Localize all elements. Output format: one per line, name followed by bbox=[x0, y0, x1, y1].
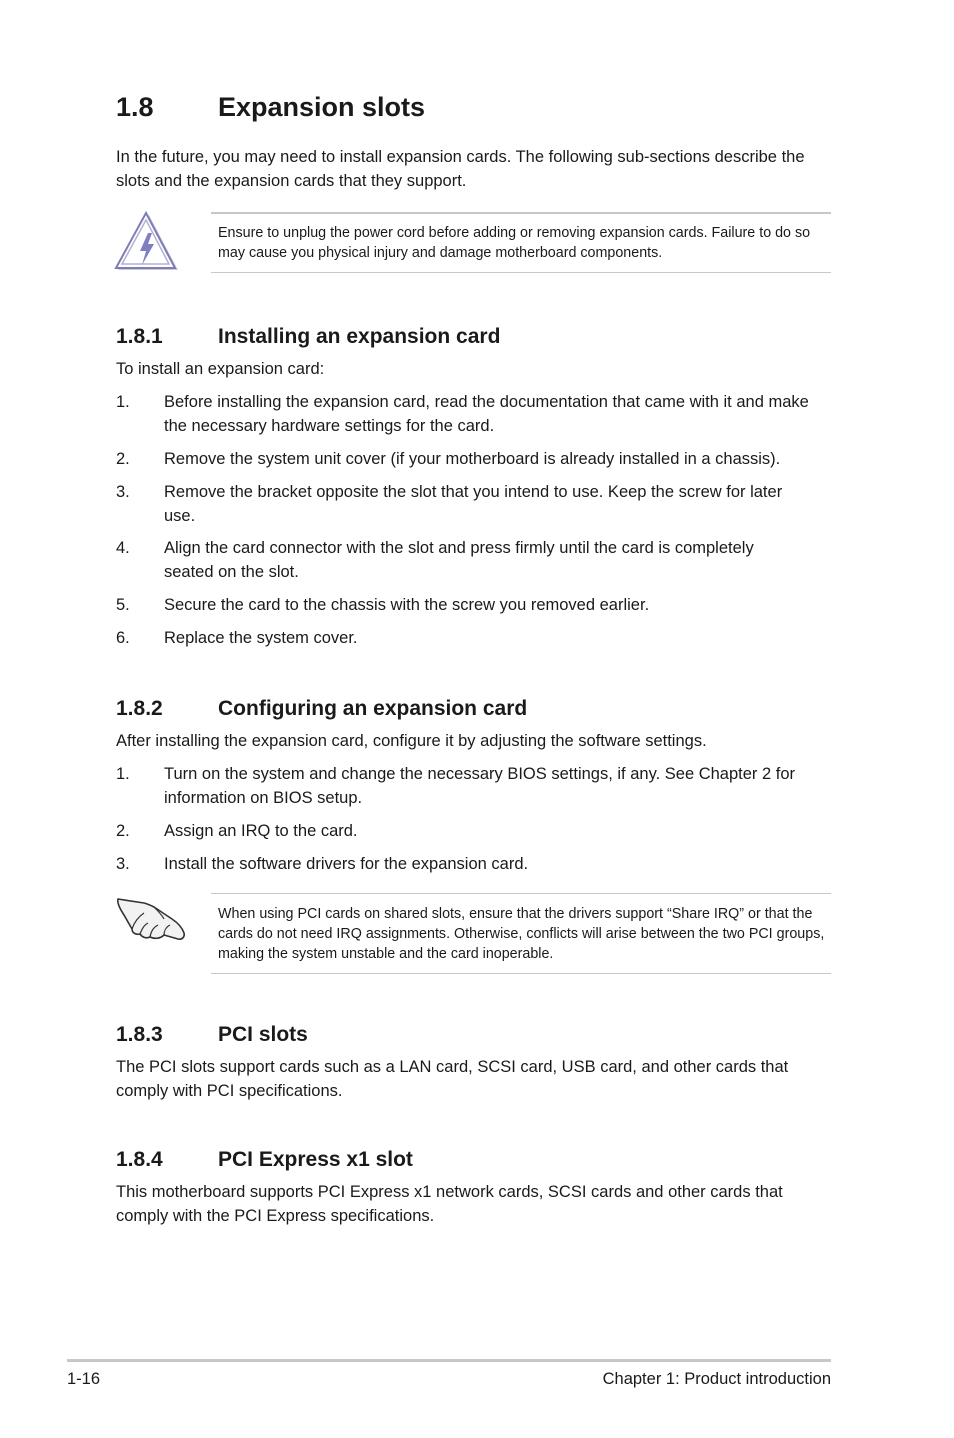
note-bottom-rule bbox=[211, 973, 831, 974]
configuring-lead: After installing the expansion card, configure it by adjusting the software settings. bbox=[116, 732, 707, 750]
step-text: Before installing the expansion card, read the documentation that came with it and make the necessary hardware settings for the card. bbox=[164, 393, 809, 435]
installing-lead: To install an expansion card: bbox=[116, 360, 325, 378]
step-text: Remove the system unit cover (if your motherboard is already installed in a chassis). bbox=[164, 450, 781, 468]
step-text: Secure the card to the chassis with the screw you removed earlier. bbox=[164, 596, 650, 614]
step-number: 1. bbox=[116, 765, 130, 783]
subsection-number-4: 1.8.4 bbox=[116, 1148, 163, 1171]
warning-icon bbox=[112, 211, 182, 275]
page-title: Expansion slots bbox=[218, 92, 426, 122]
subsection-title-installing: Installing an expansion card bbox=[218, 325, 501, 348]
subsection-number-3: 1.8.3 bbox=[116, 1023, 163, 1046]
step-text: Install the software drivers for the expansion card. bbox=[164, 855, 529, 873]
step-text: Turn on the system and change the necessary BIOS settings, if any. See Chapter 2 for information on BIOS setup. bbox=[164, 765, 796, 807]
step-number: 3. bbox=[116, 483, 130, 501]
warning-text: Ensure to unplug the power cord before adding or removing expansion cards. Failure to do so may cause you physical injury and damage motherboard components. bbox=[218, 225, 811, 261]
subsection-title-pci-express: PCI Express x1 slot bbox=[218, 1148, 413, 1171]
note-text: When using PCI cards on shared slots, ensure that the drivers support “Share IRQ” or that the cards do not need IRQ assignments. Otherwise, conflicts will arise between the two PCI groups, making the system unstable and the card inoperable. bbox=[218, 906, 825, 962]
step-number: 2. bbox=[116, 822, 130, 840]
step-text: Remove the bracket opposite the slot that you intend to use. Keep the screw for later use. bbox=[164, 483, 783, 525]
pointing-hand-icon bbox=[114, 893, 188, 945]
intro-paragraph: In the future, you may need to install expansion cards. The following sub-sections describe the slots and the expansion cards that they support. bbox=[116, 148, 805, 190]
step-number: 4. bbox=[116, 539, 130, 557]
pci-paragraph: The PCI slots support cards such as a LAN card, SCSI card, USB card, and other cards that comply with PCI specifications. bbox=[116, 1058, 789, 1100]
note-top-rule bbox=[211, 893, 831, 894]
footer-rule bbox=[67, 1359, 831, 1362]
warning-top-rule bbox=[211, 212, 831, 214]
step-number: 1. bbox=[116, 393, 130, 411]
step-text: Align the card connector with the slot and press firmly until the card is completely seated on the slot. bbox=[164, 539, 754, 581]
step-number: 6. bbox=[116, 629, 130, 647]
step-text: Replace the system cover. bbox=[164, 629, 358, 647]
warning-bottom-rule bbox=[211, 272, 831, 273]
step-number: 2. bbox=[116, 450, 130, 468]
chapter-title: Chapter 1: Product introduction bbox=[602, 1370, 831, 1388]
subsection-number-1: 1.8.1 bbox=[116, 325, 163, 348]
section-number: 1.8 bbox=[116, 92, 154, 122]
subsection-title-configuring: Configuring an expansion card bbox=[218, 697, 528, 720]
step-text: Assign an IRQ to the card. bbox=[164, 822, 358, 840]
step-number: 3. bbox=[116, 855, 130, 873]
step-number: 5. bbox=[116, 596, 130, 614]
subsection-number-2: 1.8.2 bbox=[116, 697, 163, 720]
page-number: 1-16 bbox=[67, 1370, 101, 1388]
pci-express-paragraph: This motherboard supports PCI Express x1 network cards, SCSI cards and other cards that comply with the PCI Express specifications. bbox=[116, 1183, 783, 1225]
subsection-title-pci: PCI slots bbox=[218, 1023, 308, 1046]
